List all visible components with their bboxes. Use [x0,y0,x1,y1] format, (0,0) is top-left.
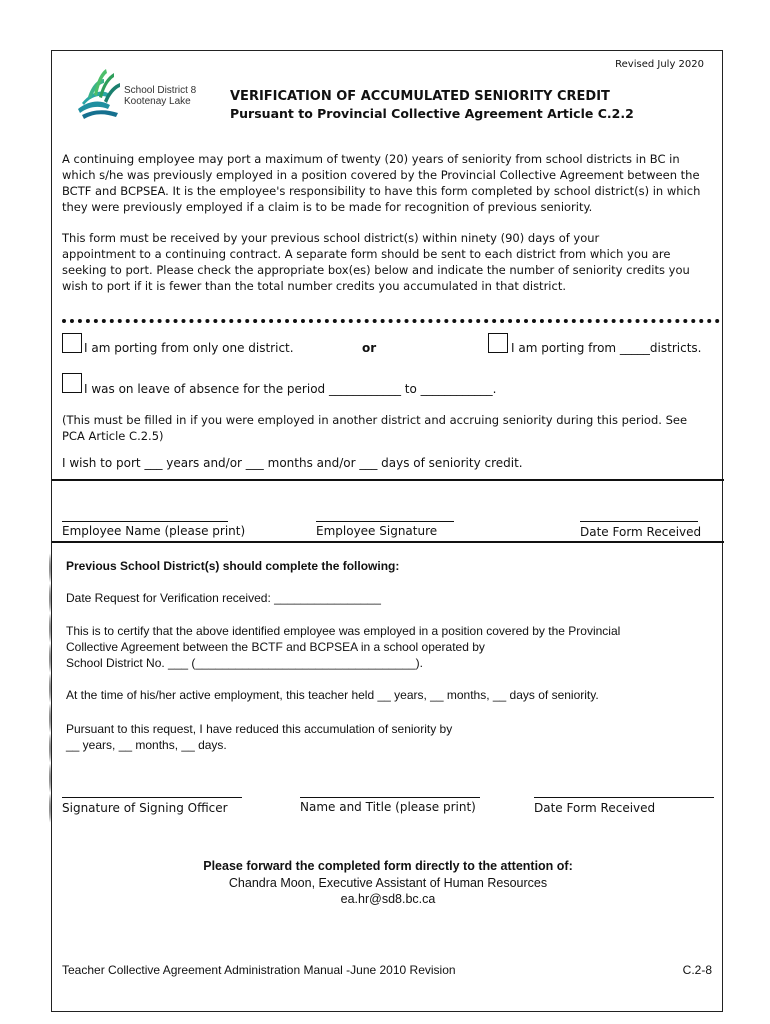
employee-signature-label: Employee Signature [316,524,438,538]
certify-paragraph: This is to certify that the above identified employee was employed in a position covered by the Provincial Collective Agreement between the BCTF and BCPSEA in a school operated by School District No. ___ (_________________________________). [66,624,621,670]
name-title-line [300,797,480,798]
port-amount-line: I wish to port ___ years and/or ___ months and/or ___ days of seniority credit. [62,456,523,470]
district-section-rule [52,541,724,543]
multi-district-checkbox[interactable] [488,333,508,353]
footer-page-number: C.2-8 [682,963,712,977]
employee-signature-line [316,521,454,522]
leave-period-label: I was on leave of absence for the period ____________ to ____________. [84,382,497,396]
intro-paragraph-2: This form must be received by your previous school district(s) within ninety (90) days of your appointment to a continuing contract. A separate form should be sent to each district from which you are seeking to port. Please check the appropriate box(es) below and indicate the number of seniority credits you wish to port if it is fewer than the total number credits you accumulated in that district. [62,231,690,293]
logo-text: School District 8 Kootenay Lake [124,85,197,107]
district-date-label: Date Form Received [534,801,656,815]
leave-checkbox[interactable] [62,373,82,393]
date-received-label: Date Form Received [580,525,702,539]
left-margin-dots [49,553,51,823]
reduced-paragraph: Pursuant to this request, I have reduced this accumulation of seniority by __ years, __ months, __ days. [66,722,453,752]
employee-name-label: Employee Name (please print) [62,524,246,538]
form-page [51,50,723,1012]
date-received-line [580,521,698,522]
forward-contact-name: Chandra Moon, Executive Assistant of Human Resources [228,876,548,890]
footer-manual: Teacher Collective Agreement Administration Manual -June 2010 Revision [62,963,456,977]
district-heading: Previous School District(s) should complete the following: [66,559,400,573]
forward-email: ea.hr@sd8.bc.ca [340,892,436,906]
form-title: VERIFICATION OF ACCUMULATED SENIORITY CREDIT [230,89,610,104]
active-seniority-line: At the time of his/her active employment, this teacher held __ years, __ months, __ days of seniority. [66,688,599,702]
employee-name-line [62,521,228,522]
name-title-label: Name and Title (please print) [300,800,476,814]
form-subtitle: Pursuant to Provincial Collective Agreement Article C.2.2 [230,106,634,121]
section-divider [62,319,720,323]
leave-note: (This must be filled in if you were employed in another district and accruing seniority during this period. See PCA Article C.2.5) [62,413,688,443]
revised-date: Revised July 2020 [615,59,704,70]
district-date-line [534,797,714,798]
district-logo [74,65,214,119]
intro-paragraph-1: A continuing employee may port a maximum of twenty (20) years of seniority from school districts in BC in which s/he was previously employed in a position covered by the Provincial Collective Agreement between the BCTF and BCPSEA. It is the employee's responsibility to have this form completed by school district(s) in which they were previously employed if a claim is to be made for recognition of previous seniority. [62,152,701,214]
sd8-leaf-logo-icon [74,65,126,119]
signing-officer-label: Signature of Signing Officer [62,801,228,815]
multi-district-label: I am porting from _____districts. [511,341,702,355]
one-district-label: I am porting from only one district. [84,341,294,355]
signing-officer-line [62,797,242,798]
or-label: or [362,341,377,355]
one-district-checkbox[interactable] [62,333,82,353]
date-request-line: Date Request for Verification received: ________________ [66,591,381,605]
employee-section-rule [52,479,724,481]
forward-heading: Please forward the completed form directly to the attention of: [203,859,573,873]
